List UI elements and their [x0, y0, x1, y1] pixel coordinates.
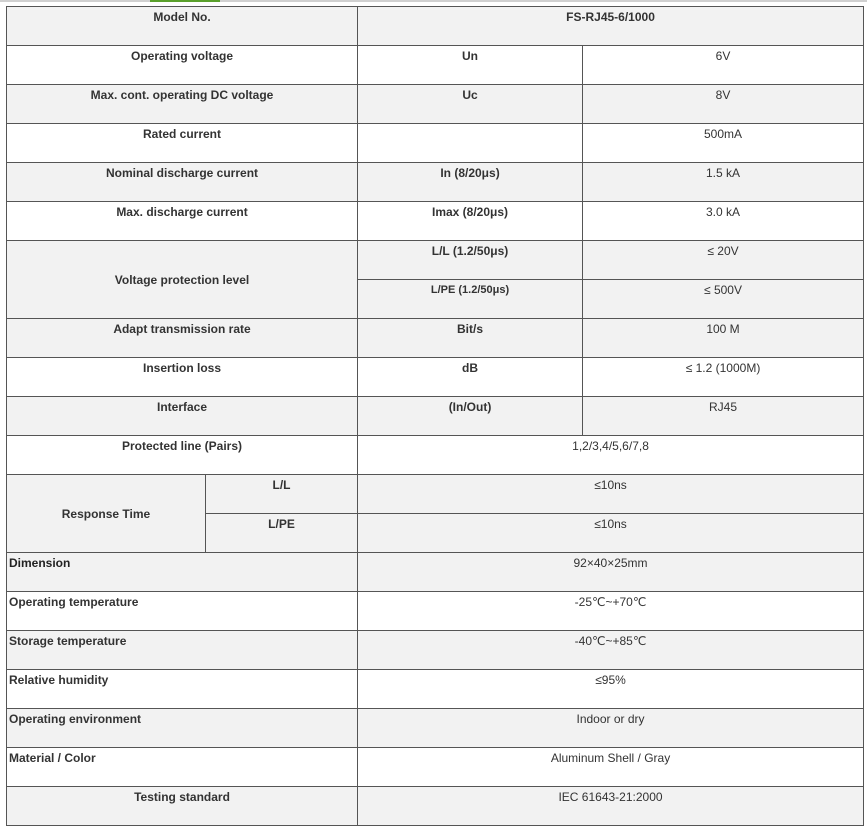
operating-voltage-symbol: Un: [358, 46, 583, 85]
dimension-value: 92×40×25mm: [358, 553, 864, 592]
operating-environment-value: Indoor or dry: [358, 709, 864, 748]
row-material-color: [7, 748, 864, 787]
protection-level-lpe-symbol: L/PE (1.2/50μs): [358, 280, 583, 319]
protection-level-lpe-value: ≤ 500V: [583, 280, 864, 319]
max-cont-voltage-symbol: Uc: [358, 85, 583, 124]
row-max-cont-voltage: [7, 85, 864, 124]
model-label: Model No.: [7, 7, 358, 46]
row-nominal-discharge: [7, 163, 864, 202]
dimension-label: Dimension: [7, 553, 358, 592]
response-time-lpe-label: L/PE: [206, 514, 358, 553]
model-value: FS-RJ45-6/1000: [358, 7, 864, 46]
row-storage-temperature: [7, 631, 864, 670]
operating-environment-label: Operating environment: [7, 709, 358, 748]
protection-level-label: Voltage protection level: [7, 241, 358, 319]
protection-level-ll-value: ≤ 20V: [583, 241, 864, 280]
row-rated-current: [7, 124, 864, 163]
row-operating-temperature: [7, 592, 864, 631]
rated-current-label: Rated current: [7, 124, 358, 163]
max-discharge-label: Max. discharge current: [7, 202, 358, 241]
interface-value: RJ45: [583, 397, 864, 436]
rated-current-value: 500mA: [583, 124, 864, 163]
testing-standard-value: IEC 61643-21:2000: [358, 787, 864, 826]
row-max-discharge: [7, 202, 864, 241]
response-time-ll-value: ≤10ns: [358, 475, 864, 514]
interface-symbol: (In/Out): [358, 397, 583, 436]
header-accent: [150, 0, 220, 2]
row-operating-voltage: [7, 46, 864, 85]
max-cont-voltage-value: 8V: [583, 85, 864, 124]
row-dimension: [7, 553, 864, 592]
operating-voltage-value: 6V: [583, 46, 864, 85]
rated-current-symbol: [358, 124, 583, 163]
protected-line-label: Protected line (Pairs): [7, 436, 358, 475]
nominal-discharge-label: Nominal discharge current: [7, 163, 358, 202]
spec-table: [6, 6, 864, 826]
material-color-label: Material / Color: [7, 748, 358, 787]
insertion-loss-label: Insertion loss: [7, 358, 358, 397]
max-cont-voltage-label: Max. cont. operating DC voltage: [7, 85, 358, 124]
nominal-discharge-value: 1.5 kA: [583, 163, 864, 202]
storage-temperature-label: Storage temperature: [7, 631, 358, 670]
row-protection-level-ll: [7, 241, 864, 280]
relative-humidity-value: ≤95%: [358, 670, 864, 709]
row-transmission-rate: [7, 319, 864, 358]
row-model: [7, 7, 864, 46]
transmission-rate-label: Adapt transmission rate: [7, 319, 358, 358]
interface-label: Interface: [7, 397, 358, 436]
header-divider: [0, 0, 867, 2]
insertion-loss-symbol: dB: [358, 358, 583, 397]
testing-standard-label: Testing standard: [7, 787, 358, 826]
row-protected-line: [7, 436, 864, 475]
operating-temperature-label: Operating temperature: [7, 592, 358, 631]
response-time-ll-label: L/L: [206, 475, 358, 514]
storage-temperature-value: -40℃~+85℃: [358, 631, 864, 670]
insertion-loss-value: ≤ 1.2 (1000M): [583, 358, 864, 397]
operating-voltage-label: Operating voltage: [7, 46, 358, 85]
response-time-lpe-value: ≤10ns: [358, 514, 864, 553]
transmission-rate-symbol: Bit/s: [358, 319, 583, 358]
max-discharge-symbol: Imax (8/20μs): [358, 202, 583, 241]
row-testing-standard: [7, 787, 864, 826]
operating-temperature-value: -25℃~+70℃: [358, 592, 864, 631]
response-time-label: Response Time: [7, 475, 206, 553]
material-color-value: Aluminum Shell / Gray: [358, 748, 864, 787]
row-insertion-loss: [7, 358, 864, 397]
row-interface: [7, 397, 864, 436]
max-discharge-value: 3.0 kA: [583, 202, 864, 241]
row-relative-humidity: [7, 670, 864, 709]
row-operating-environment: [7, 709, 864, 748]
row-response-time-ll: [7, 475, 864, 514]
relative-humidity-label: Relative humidity: [7, 670, 358, 709]
protection-level-ll-symbol: L/L (1.2/50μs): [358, 241, 583, 280]
transmission-rate-value: 100 M: [583, 319, 864, 358]
nominal-discharge-symbol: In (8/20μs): [358, 163, 583, 202]
protected-line-value: 1,2/3,4/5,6/7,8: [358, 436, 864, 475]
